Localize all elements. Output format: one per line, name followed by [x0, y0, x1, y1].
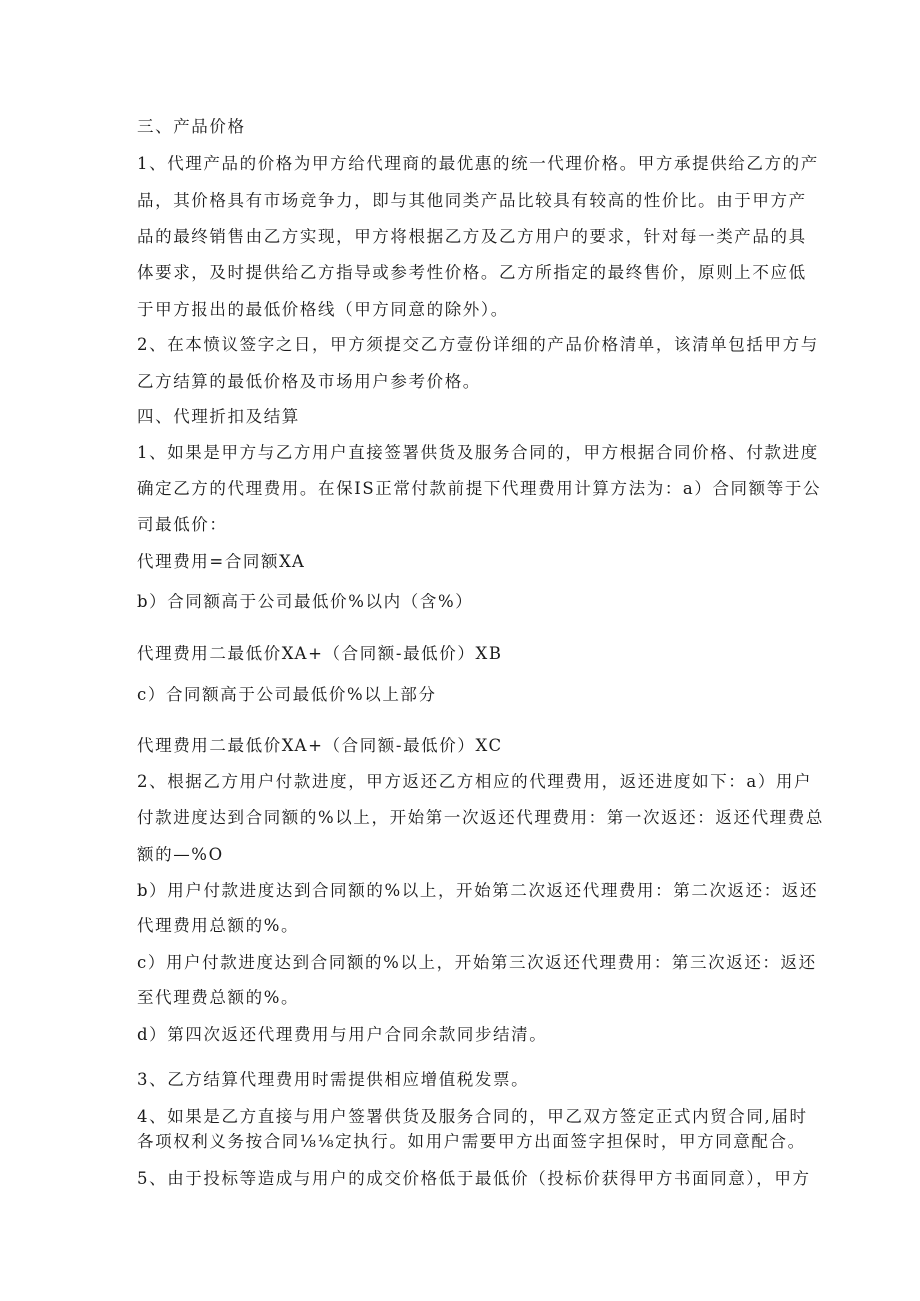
paragraph-line: d）第四次返还代理费用与用户合同余款同步结清。	[137, 1025, 548, 1044]
paragraph-line: c）用户付款进度达到合同额的%以上，开始第三次返还代理费用：第三次返还：返还	[137, 953, 817, 972]
paragraph-line: 1、如果是甲方与乙方用户直接签署供货及服务合同的，甲方根据合同价格、付款进度	[137, 443, 819, 462]
paragraph-line: c）合同额高于公司最低价%以上部分	[137, 685, 437, 704]
formula-line: 代理费用二最低价XA+（合同额-最低价）XB	[137, 644, 503, 663]
paragraph-line: b）合同额高于公司最低价%以内（含%）	[137, 592, 474, 611]
paragraph-line: 2、根据乙方用户付款进度，甲方返还乙方相应的代理费用，返还进度如下：a）用户	[137, 772, 813, 791]
paragraph-line: 至代理费总额的%。	[137, 988, 300, 1007]
paragraph-line: 4、如果是乙方直接与用户签署供货及服务合同的，甲乙双方签定正式内贸合同,届时	[137, 1107, 808, 1126]
paragraph-line: 确定乙方的代理费用。在保IS正常付款前提下代理费用计算方法为：a）合同额等于公	[137, 479, 822, 498]
section-heading-4: 四、代理折扣及结算	[137, 407, 300, 426]
paragraph-line: 代理费用总额的%。	[137, 916, 300, 935]
paragraph-line: 司最低价：	[137, 515, 228, 534]
formula-line: 代理费用=合同额XA	[137, 552, 306, 571]
paragraph-line: 2、在本愤议签字之日，甲方须提交乙方壹份详细的产品价格清单，该清单包括甲方与	[137, 335, 819, 354]
paragraph-line: 体要求，及时提供给乙方指导或参考性价格。乙方所指定的最终售价，原则上不应低	[137, 263, 807, 282]
section-heading-3: 三、产品价格	[137, 117, 246, 136]
paragraph-line: 5、由于投标等造成与用户的成交价格低于最低价（投标价获得甲方书面同意），甲方	[137, 1169, 811, 1188]
paragraph-line: 3、乙方结算代理费用时需提供相应增值税发票。	[137, 1070, 530, 1089]
paragraph-line: 品，其价格具有市场竞争力，即与其他同类产品比较具有较高的性价比。由于甲方产	[137, 191, 807, 210]
formula-line: 代理费用二最低价XA+（合同额-最低价）XC	[137, 736, 503, 755]
paragraph-line: 品的最终销售由乙方实现，甲方将根据乙方及乙方用户的要求，针对每一类产品的具	[137, 227, 807, 246]
paragraph-line: 于甲方报出的最低价格线（甲方同意的除外）。	[137, 300, 509, 319]
paragraph-line: 各项权利义务按合同⅛⅛定执行。如用户需要甲方出面签字担保时，甲方同意配合。	[137, 1132, 806, 1151]
paragraph-line: 付款进度达到合同额的%以上，开始第一次返还代理费用：第一次返还：返还代理费总	[137, 808, 824, 827]
paragraph-line: b）用户付款进度达到合同额的%以上，开始第二次返还代理费用：第二次返还：返还	[137, 881, 819, 900]
paragraph-line: 乙方结算的最低价格及市场用户参考价格。	[137, 372, 481, 391]
paragraph-line: 额的—%O	[137, 845, 224, 864]
paragraph-line: 1、代理产品的价格为甲方给代理商的最优惠的统一代理价格。甲方承提供给乙方的产	[137, 154, 819, 173]
